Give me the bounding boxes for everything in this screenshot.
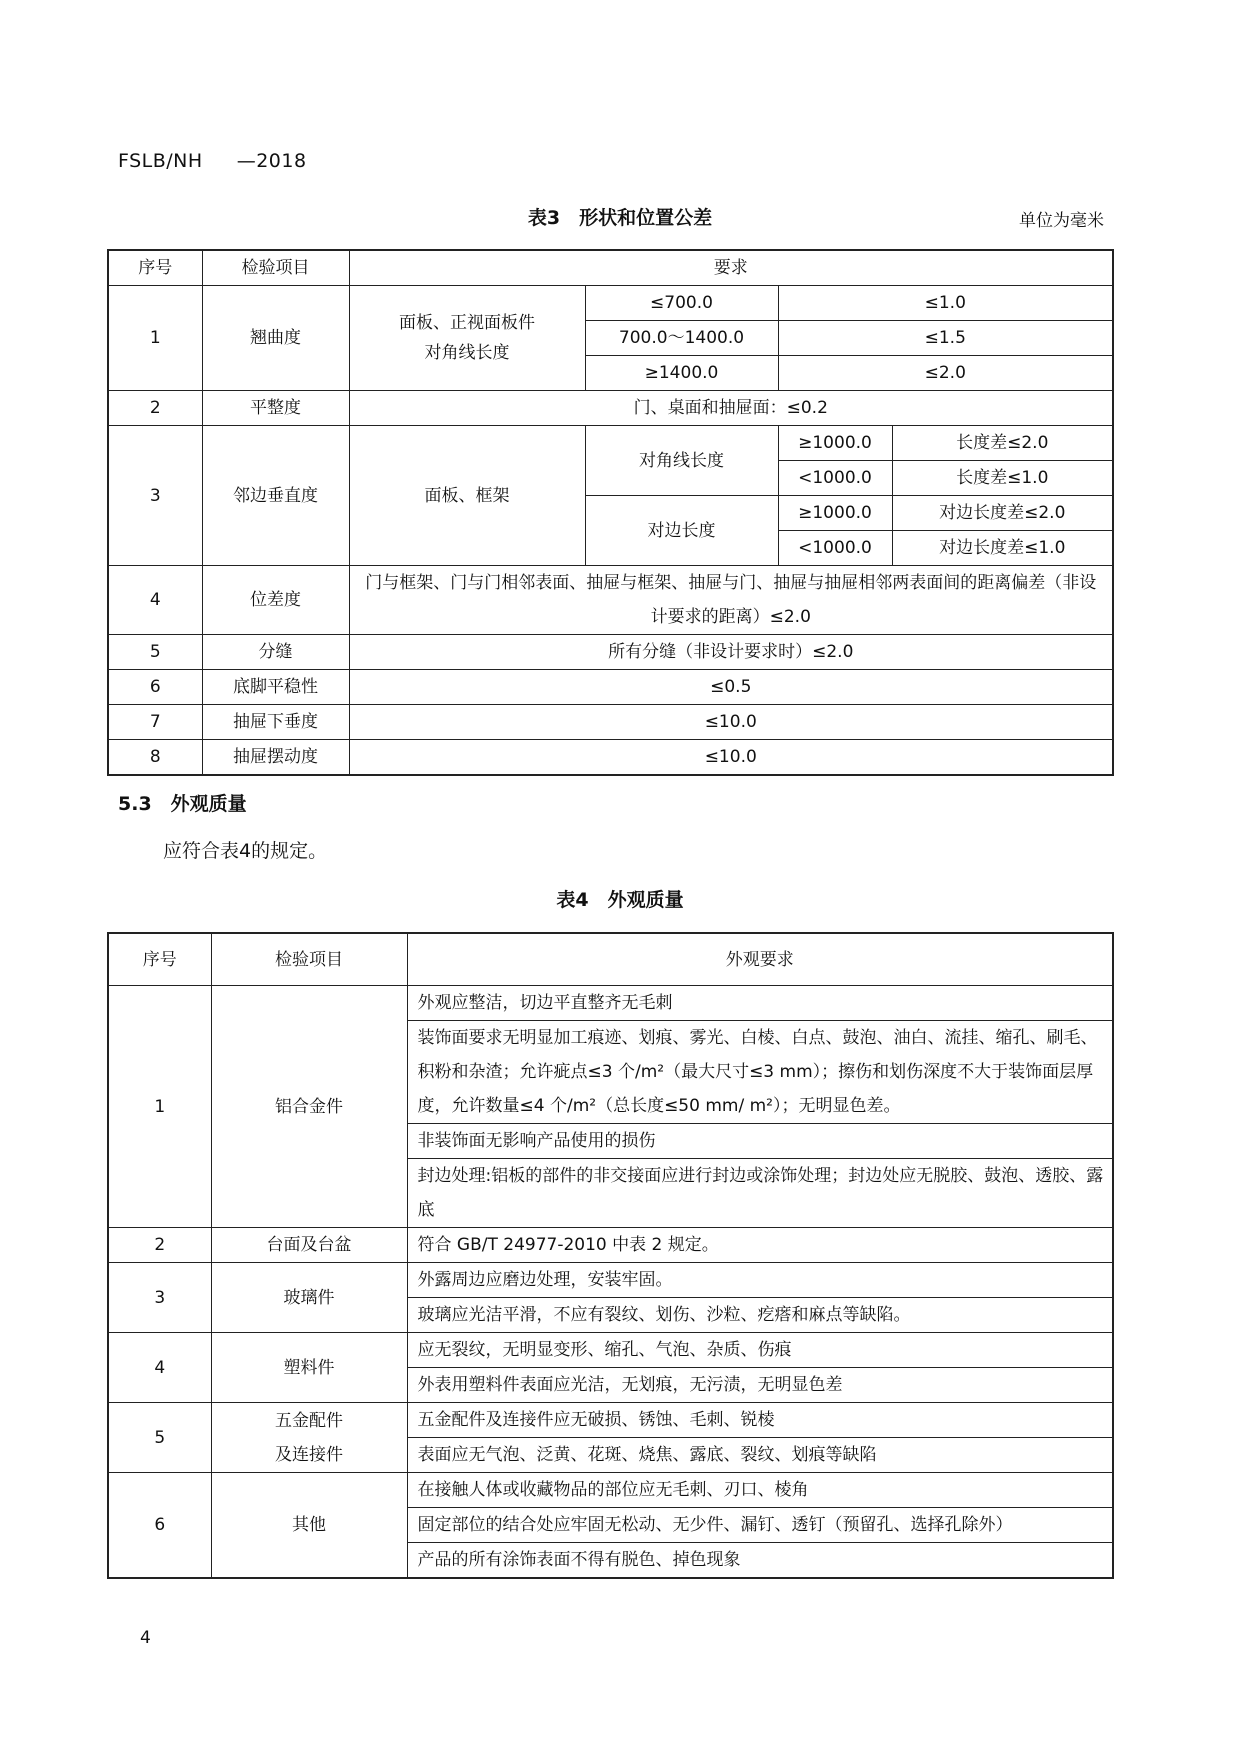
- value-cell: 长度差≤2.0: [892, 426, 1113, 461]
- table-row: [108, 426, 1113, 461]
- row-req: 所有分缝（非设计要求时）≤2.0: [349, 635, 1113, 670]
- row-no: 5: [108, 1403, 211, 1473]
- row-req: ≤10.0: [349, 705, 1113, 740]
- value-cell: 长度差≤1.0: [892, 461, 1113, 496]
- row-item: 分缝: [202, 635, 349, 670]
- table4-title: 表4 外观质量: [556, 889, 684, 911]
- table-row: [108, 740, 1113, 776]
- sub-label: 对边长度: [585, 496, 778, 566]
- row-req: 门、桌面和抽屉面：≤0.2: [349, 391, 1113, 426]
- row-item: 位差度: [202, 566, 349, 635]
- table-row: [108, 391, 1113, 426]
- row-item: 邻边垂直度: [202, 426, 349, 566]
- range-cell: <1000.0: [778, 461, 892, 496]
- value-cell: ≤2.0: [778, 356, 1113, 391]
- header-item: 检验项目: [202, 250, 349, 286]
- table-row: [108, 1403, 1113, 1438]
- header-no: 序号: [108, 933, 211, 986]
- row-item: 五金配件 及连接件: [211, 1403, 407, 1473]
- row-req: ≤0.5: [349, 670, 1113, 705]
- row-no: 4: [108, 1333, 211, 1403]
- requirement-cell: 符合 GB/T 24977-2010 中表 2 规定。: [407, 1228, 1113, 1263]
- row-req: ≤10.0: [349, 740, 1113, 776]
- row-item: 铝合金件: [211, 986, 407, 1228]
- requirement-cell: 应无裂纹，无明显变形、缩孔、气泡、杂质、伤痕: [407, 1333, 1113, 1368]
- requirement-cell: 非装饰面无影响产品使用的损伤: [407, 1124, 1113, 1159]
- page-number: 4: [140, 1628, 151, 1648]
- table-row: [108, 670, 1113, 705]
- row-no: 6: [108, 670, 202, 705]
- row-item: 抽屉下垂度: [202, 705, 349, 740]
- row-item: 底脚平稳性: [202, 670, 349, 705]
- row-condition: 面板、框架: [349, 426, 585, 566]
- table-shape-position-tolerance: [107, 249, 1114, 776]
- header-no: 序号: [108, 250, 202, 286]
- row-no: 6: [108, 1473, 211, 1579]
- header-item: 检验项目: [211, 933, 407, 986]
- requirement-cell: 外观应整洁，切边平直整齐无毛刺: [407, 986, 1113, 1021]
- table-row: [108, 566, 1113, 635]
- table-header-row: [108, 933, 1113, 986]
- range-cell: ≥1400.0: [585, 356, 778, 391]
- row-no: 3: [108, 426, 202, 566]
- value-cell: 对边长度差≤1.0: [892, 531, 1113, 566]
- row-item: 翘曲度: [202, 286, 349, 391]
- section-paragraph: 应符合表4的规定。: [163, 840, 328, 862]
- sub-label: 对角线长度: [585, 426, 778, 496]
- requirement-cell: 在接触人体或收藏物品的部位应无毛刺、刃口、棱角: [407, 1473, 1113, 1508]
- standard-year: —2018: [236, 150, 307, 172]
- row-no: 1: [108, 986, 211, 1228]
- row-item: 平整度: [202, 391, 349, 426]
- table-row: [108, 1263, 1113, 1298]
- value-cell: ≤1.5: [778, 321, 1113, 356]
- row-condition: 面板、正视面板件 对角线长度: [349, 286, 585, 391]
- row-req: 门与框架、门与门相邻表面、抽屉与框架、抽屉与门、抽屉与抽屉相邻两表面间的距离偏差（非设计要求的距离）≤2.0: [349, 566, 1113, 635]
- table-row: [108, 286, 1113, 321]
- requirement-cell: 玻璃应光洁平滑，不应有裂纹、划伤、沙粒、疙瘩和麻点等缺陷。: [407, 1298, 1113, 1333]
- requirement-cell: 封边处理:铝板的部件的非交接面应进行封边或涂饰处理；封边处应无脱胶、鼓泡、透胶、露底: [407, 1159, 1113, 1228]
- row-no: 5: [108, 635, 202, 670]
- table-row: [108, 1228, 1113, 1263]
- header-req: 外观要求: [407, 933, 1113, 986]
- range-cell: ≤700.0: [585, 286, 778, 321]
- row-no: 2: [108, 391, 202, 426]
- standard-code: FSLB/NH: [118, 150, 203, 172]
- section-heading: 5.3 外观质量: [118, 793, 247, 815]
- table-appearance-quality: [107, 932, 1114, 1579]
- value-cell: 对边长度差≤2.0: [892, 496, 1113, 531]
- value-cell: ≤1.0: [778, 286, 1113, 321]
- row-no: 3: [108, 1263, 211, 1333]
- requirement-cell: 外表用塑料件表面应光洁，无划痕，无污渍，无明显色差: [407, 1368, 1113, 1403]
- table-row: [108, 986, 1113, 1021]
- table-row: [108, 705, 1113, 740]
- table-header-row: [108, 250, 1113, 286]
- row-no: 1: [108, 286, 202, 391]
- requirement-cell: 产品的所有涂饰表面不得有脱色、掉色现象: [407, 1543, 1113, 1579]
- table3-unit: 单位为毫米: [1019, 211, 1104, 231]
- row-no: 8: [108, 740, 202, 776]
- document-code: [118, 150, 307, 172]
- row-item: 抽屉摆动度: [202, 740, 349, 776]
- table-row: [108, 635, 1113, 670]
- table-row: [108, 1333, 1113, 1368]
- range-cell: ≥1000.0: [778, 496, 892, 531]
- requirement-cell: 固定部位的结合处应牢固无松动、无少件、漏钉、透钉（预留孔、选择孔除外）: [407, 1508, 1113, 1543]
- row-no: 4: [108, 566, 202, 635]
- requirement-cell: 装饰面要求无明显加工痕迹、划痕、雾光、白棱、白点、鼓泡、油白、流挂、缩孔、刷毛、积粉和杂渣；允许疵点≤3 个/m²（最大尺寸≤3 mm）；擦伤和划伤深度不大于装饰面层厚度，允许数量≤4 个/m²（总长度≤50 mm/ m²）；无明显色差。: [407, 1021, 1113, 1124]
- row-item: 其他: [211, 1473, 407, 1579]
- requirement-cell: 五金配件及连接件应无破损、锈蚀、毛刺、锐棱: [407, 1403, 1113, 1438]
- row-item: 玻璃件: [211, 1263, 407, 1333]
- table-row: [108, 1473, 1113, 1508]
- range-cell: <1000.0: [778, 531, 892, 566]
- header-req: 要求: [349, 250, 1113, 286]
- row-item: 塑料件: [211, 1333, 407, 1403]
- range-cell: ≥1000.0: [778, 426, 892, 461]
- range-cell: 700.0～1400.0: [585, 321, 778, 356]
- row-item: 台面及台盆: [211, 1228, 407, 1263]
- row-no: 2: [108, 1228, 211, 1263]
- table3-title: 表3 形状和位置公差: [527, 207, 713, 229]
- requirement-cell: 外露周边应磨边处理，安装牢固。: [407, 1263, 1113, 1298]
- requirement-cell: 表面应无气泡、泛黄、花斑、烧焦、露底、裂纹、划痕等缺陷: [407, 1438, 1113, 1473]
- row-no: 7: [108, 705, 202, 740]
